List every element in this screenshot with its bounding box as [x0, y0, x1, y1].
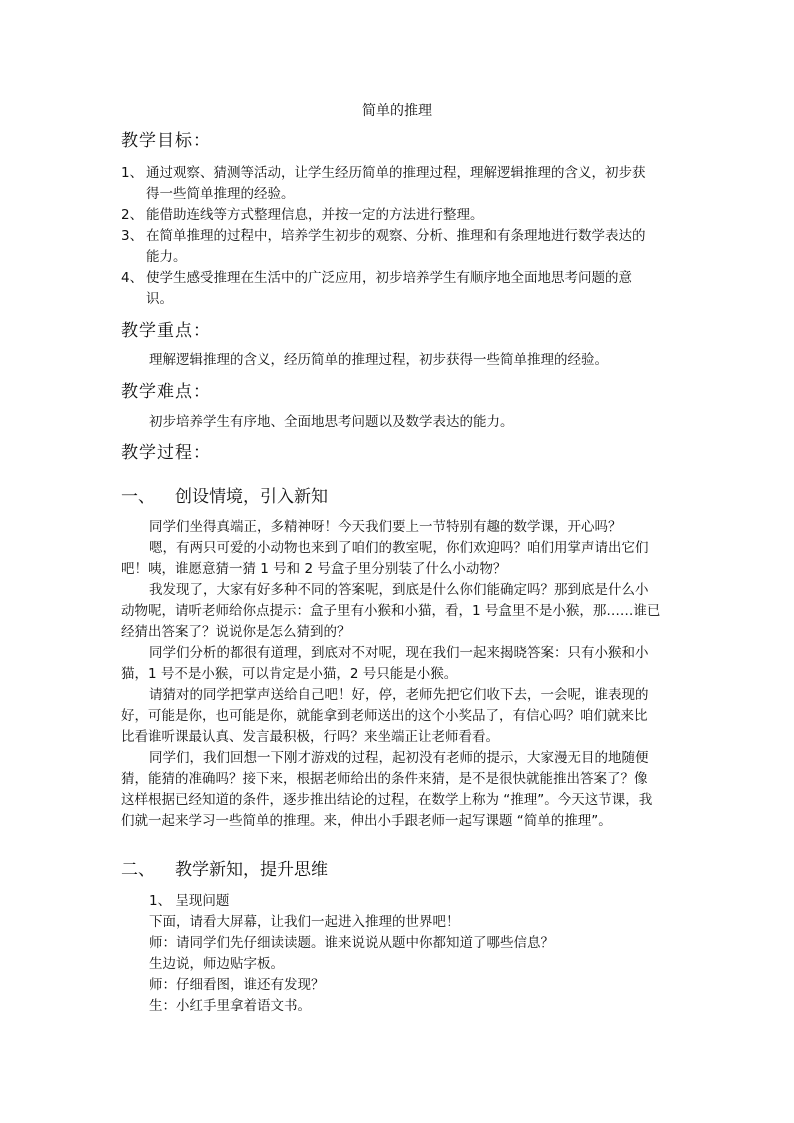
section-number: 一、 [121, 487, 155, 507]
goal-line: 使学生感受推理在生活中的广泛应用，初步培养学生有顺序地全面地思考问题的意 [146, 270, 632, 286]
paragraph-line: 们就一起来学习一些简单的推理。来，伸出小手跟老师一起写课题 “简单的推理”。 [121, 813, 612, 829]
paragraph-line: 猜，能猜的准确吗？接下来，根据老师给出的条件来猜，是不是很快就能推出答案了？像 [121, 771, 648, 787]
section-title: 创设情境，引入新知 [175, 487, 328, 507]
heading-difficulties: 教学难点： [121, 382, 211, 402]
paragraph-line: 师：仔细看图，谁还有发现？ [149, 977, 325, 993]
paragraph-line: 1、 呈现问题 [149, 893, 230, 909]
paragraph-line: 同学们坐得真端正，多精神呀！今天我们要上一节特别有趣的数学课，开心吗？ [149, 519, 622, 535]
paragraph-line: 经猜出答案了？说说你是怎么猜到的？ [121, 624, 351, 640]
paragraph-line: 生边说，师边贴字板。 [149, 956, 284, 972]
paragraph-line: 同学们分析的都很有道理，到底对不对呢，现在我们一起来揭晓答案：只有小猴和小 [149, 645, 649, 661]
paragraph-line: 这样根据已经知道的条件，逐步推出结论的过程，在数学上称为 “推理”。今天这节课，我 [121, 792, 653, 808]
goal-line: 能力。 [146, 249, 187, 265]
heading-key-points: 教学重点： [121, 321, 211, 341]
goal-line: 识。 [146, 291, 173, 307]
paragraph-line: 吧！咦，谁愿意猜一猜 1 号和 2 号盒子里分别装了什么小动物？ [121, 561, 507, 577]
paragraph-line: 猫，1 号不是小猴，可以肯定是小猫，2 号只能是小猴。 [121, 666, 458, 682]
heading-teaching-goals: 教学目标： [121, 131, 211, 151]
goal-line: 在简单推理的过程中，培养学生初步的观察、分析、推理和有条理地进行数学表达的 [146, 228, 646, 244]
goal-number: 2、 [121, 207, 144, 223]
goal-number: 3、 [121, 228, 144, 244]
paragraph-line: 下面，请看大屏幕，让我们一起进入推理的世界吧！ [149, 914, 460, 930]
goal-line: 得一些简单推理的经验。 [146, 186, 295, 202]
goal-line: 能借助连线等方式整理信息，并按一定的方法进行整理。 [146, 207, 484, 223]
paragraph-line: 嗯，有两只可爱的小动物也来到了咱们的教室呢，你们欢迎吗？咱们用掌声请出它们 [149, 540, 649, 556]
goal-line: 通过观察、猜测等活动，让学生经历简单的推理过程，理解逻辑推理的含义，初步获 [146, 165, 646, 181]
paragraph-line: 生：小红手里拿着语文书。 [149, 998, 311, 1014]
paragraph-line: 动物呢，请听老师给你点提示：盒子里有小猴和小猫，看，1 号盒里不是小猴，那……谁已 [121, 603, 661, 619]
section-2-heading [121, 855, 328, 880]
paragraph-line: 请猜对的同学把掌声送给自己吧！好，停，老师先把它们收下去，一会呢，谁表现的 [149, 687, 649, 703]
section-1-heading [121, 482, 328, 507]
section-title: 教学新知，提升思维 [175, 860, 328, 880]
document-title: 简单的推理 [362, 103, 432, 119]
difficulty-text: 初步培养学生有序地、全面地思考问题以及数学表达的能力。 [149, 414, 514, 430]
goal-number: 4、 [121, 270, 144, 286]
section-number: 二、 [121, 860, 155, 880]
paragraph-line: 我发现了，大家有好多种不同的答案呢，到底是什么你们能确定吗？那到底是什么小 [149, 582, 649, 598]
paragraph-line: 好，可能是你，也可能是你，就能拿到老师送出的这个小奖品了，有信心吗？咱们就来比 [121, 708, 648, 724]
heading-teaching-process: 教学过程： [121, 443, 211, 463]
paragraph-line: 师：请同学们先仔细读读题。谁来说说从题中你都知道了哪些信息？ [149, 935, 554, 951]
paragraph-line: 同学们，我们回想一下刚才游戏的过程，起初没有老师的提示，大家漫无目的地随便 [149, 750, 649, 766]
paragraph-line: 比看谁听课最认真、发言最积极，行吗？来坐端正让老师看看。 [121, 729, 499, 745]
goal-number: 1、 [121, 165, 144, 181]
key-points-text: 理解逻辑推理的含义，经历简单的推理过程，初步获得一些简单推理的经验。 [149, 352, 608, 368]
